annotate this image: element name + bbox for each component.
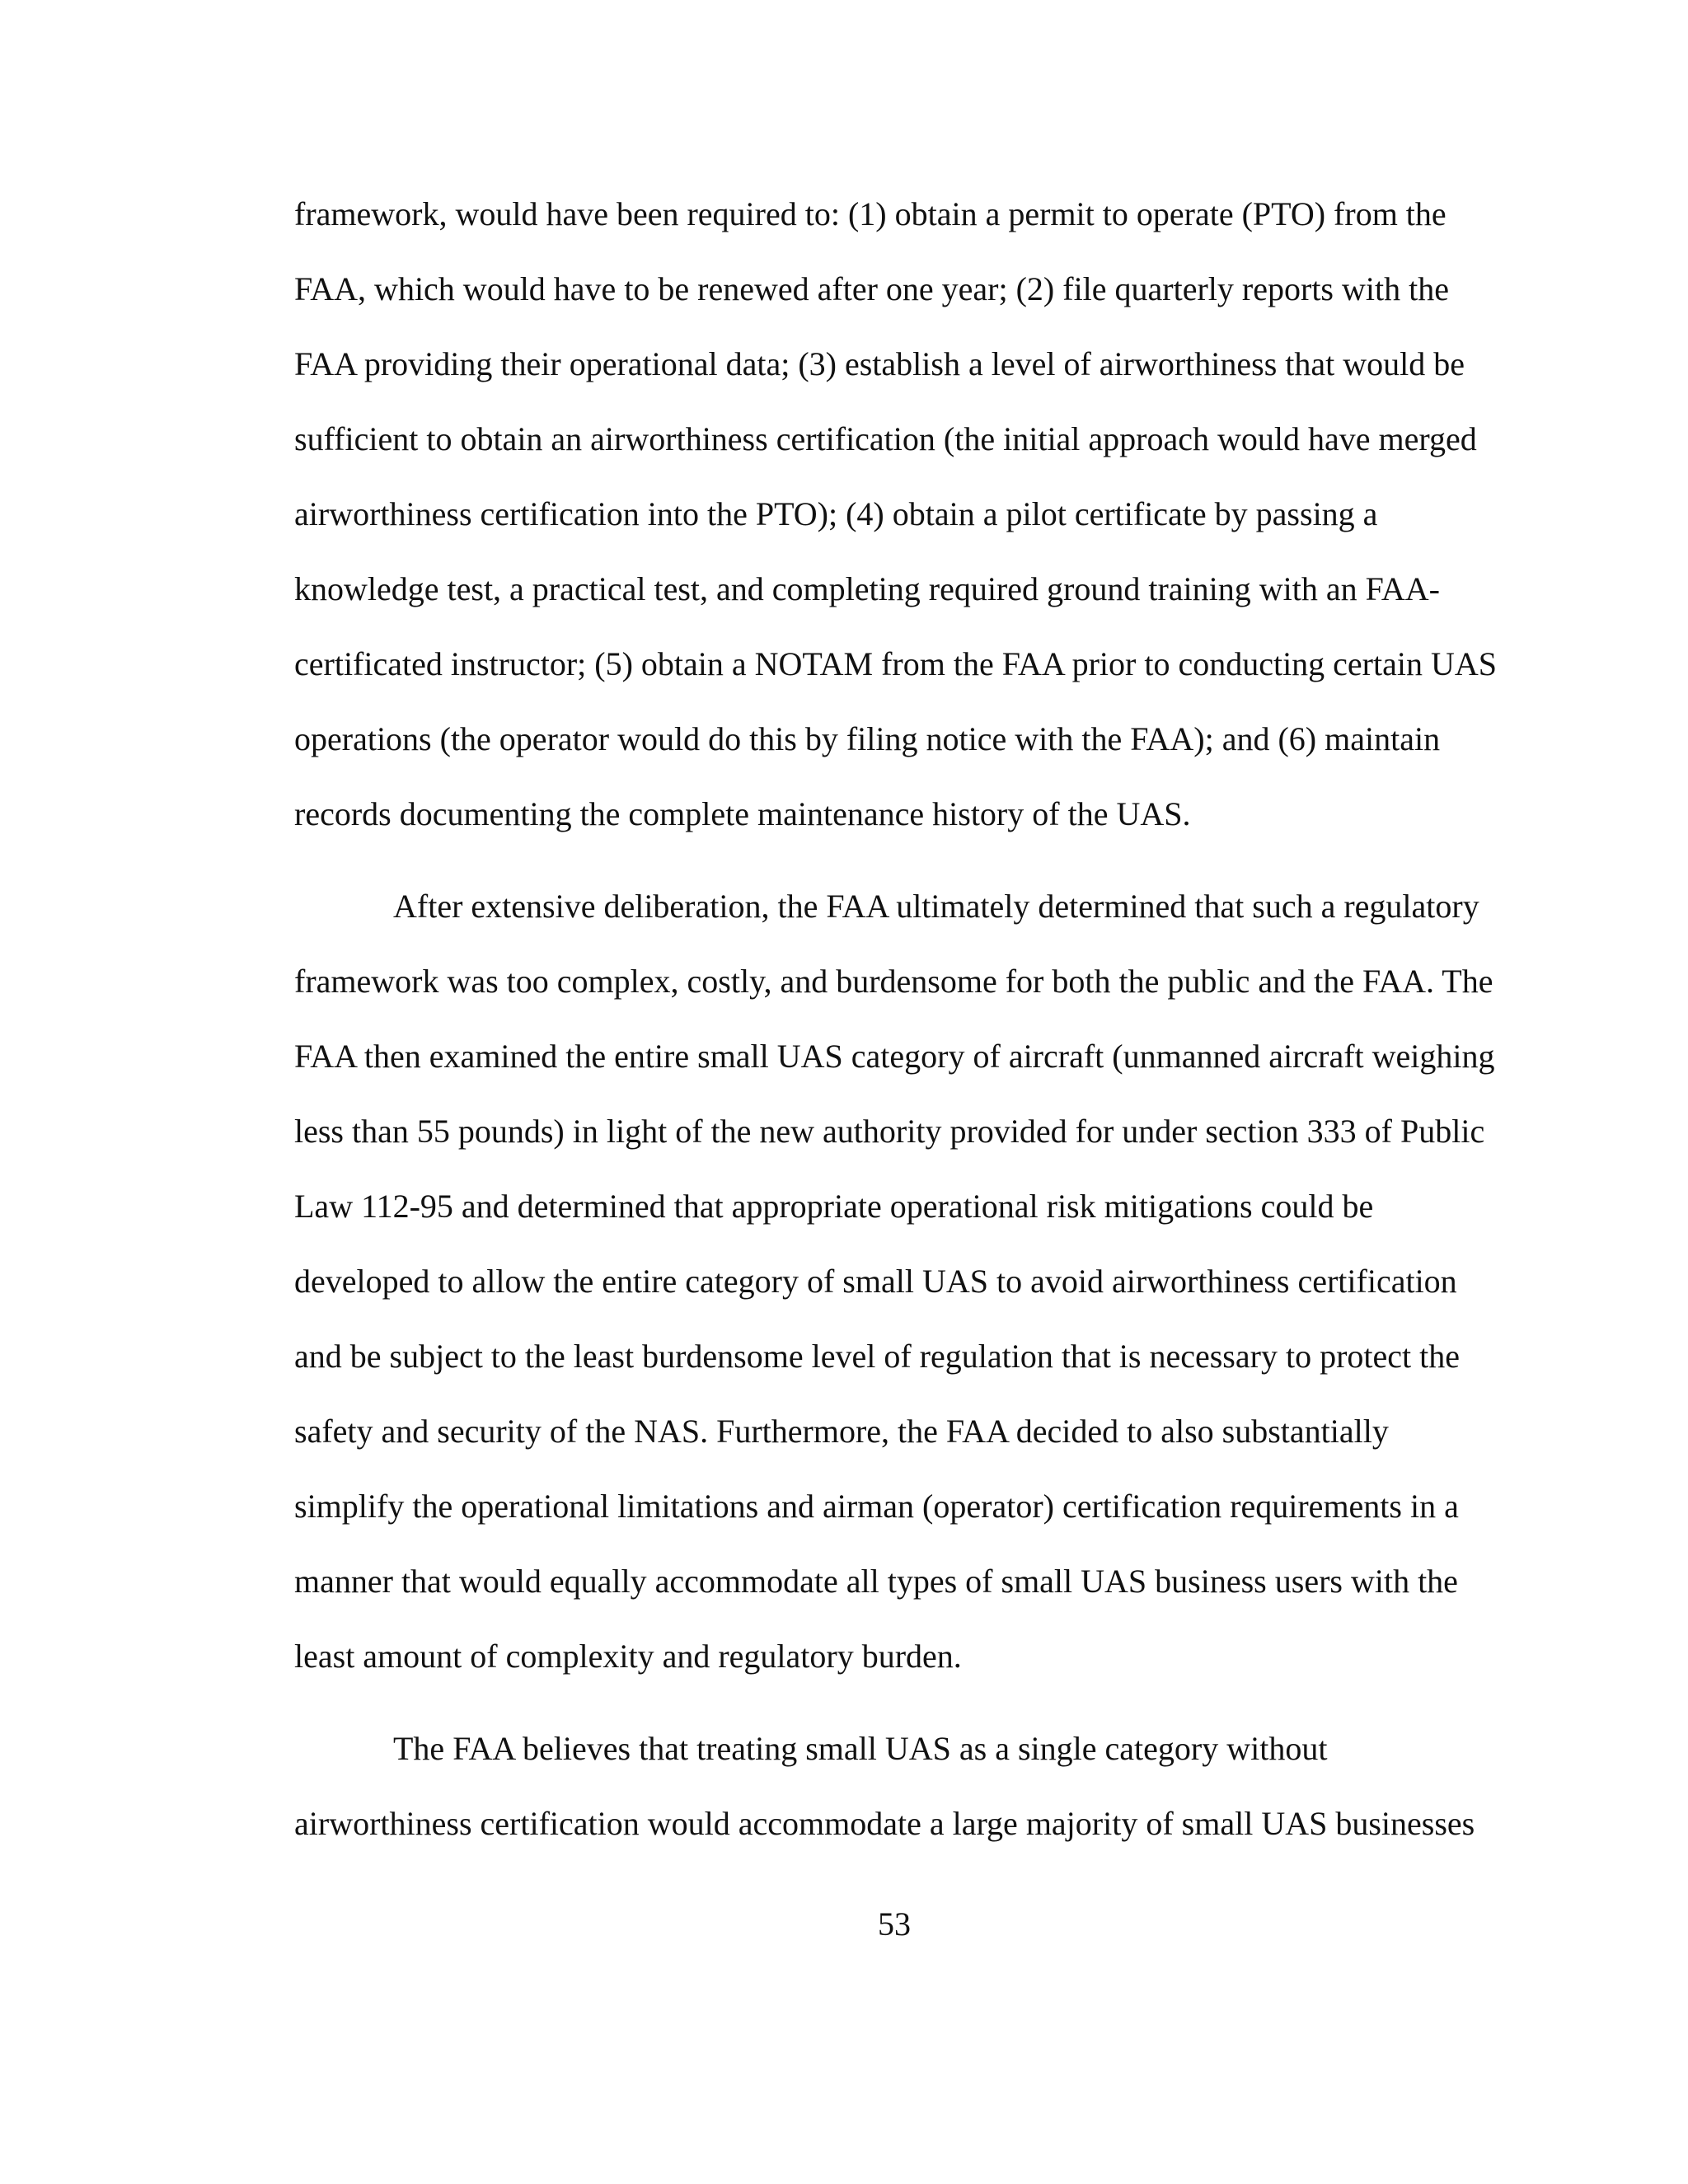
text-line: sufficient to obtain an airworthiness certification (the initial approach would have merged (294, 420, 1477, 457)
text-line: operations (the operator would do this by filing notice with the FAA); and (6) maintain (294, 720, 1441, 757)
text-line: developed to allow the entire category of small UAS to avoid airworthiness certification (294, 1263, 1457, 1300)
text-line: records documenting the complete maintenance history of the UAS. (294, 795, 1191, 832)
text-line: Law 112-95 and determined that appropriate operational risk mitigations could be (294, 1188, 1374, 1225)
text-line: manner that would equally accommodate all types of small UAS business users with the (294, 1563, 1458, 1600)
text-line: FAA, which would have to be renewed after one year; (2) file quarterly reports with the (294, 270, 1449, 307)
text-line: airworthiness certification would accommodate a large majority of small UAS businesses (294, 1805, 1475, 1842)
paragraph-first-line: The FAA believes that treating small UAS as a single category without (393, 1730, 1328, 1767)
page-number: 53 (878, 1905, 911, 1943)
text-line: FAA then examined the entire small UAS category of aircraft (unmanned aircraft weighing (294, 1038, 1495, 1075)
text-line: knowledge test, a practical test, and completing required ground training with an FAA- (294, 570, 1440, 607)
text-line: least amount of complexity and regulatory burden. (294, 1638, 962, 1675)
text-line: airworthiness certification into the PTO); (4) obtain a pilot certificate by passing a (294, 495, 1378, 532)
text-line: certificated instructor; (5) obtain a NOTAM from the FAA prior to conducting certain UAS (294, 645, 1498, 682)
text-line: and be subject to the least burdensome level of regulation that is necessary to protect the (294, 1338, 1460, 1375)
text-line: simplify the operational limitations and airman (operator) certification requirements in a (294, 1488, 1459, 1525)
text-line: less than 55 pounds) in light of the new authority provided for under section 333 of Public (294, 1113, 1485, 1150)
text-line: FAA providing their operational data; (3) establish a level of airworthiness that would be (294, 345, 1465, 382)
paragraph-first-line: After extensive deliberation, the FAA ultimately determined that such a regulatory (393, 888, 1479, 925)
text-line: safety and security of the NAS. Furthermore, the FAA decided to also substantially (294, 1413, 1389, 1450)
text-line: framework was too complex, costly, and burdensome for both the public and the FAA. The (294, 963, 1493, 1000)
text-line: framework, would have been required to: (1) obtain a permit to operate (PTO) from the (294, 195, 1447, 232)
